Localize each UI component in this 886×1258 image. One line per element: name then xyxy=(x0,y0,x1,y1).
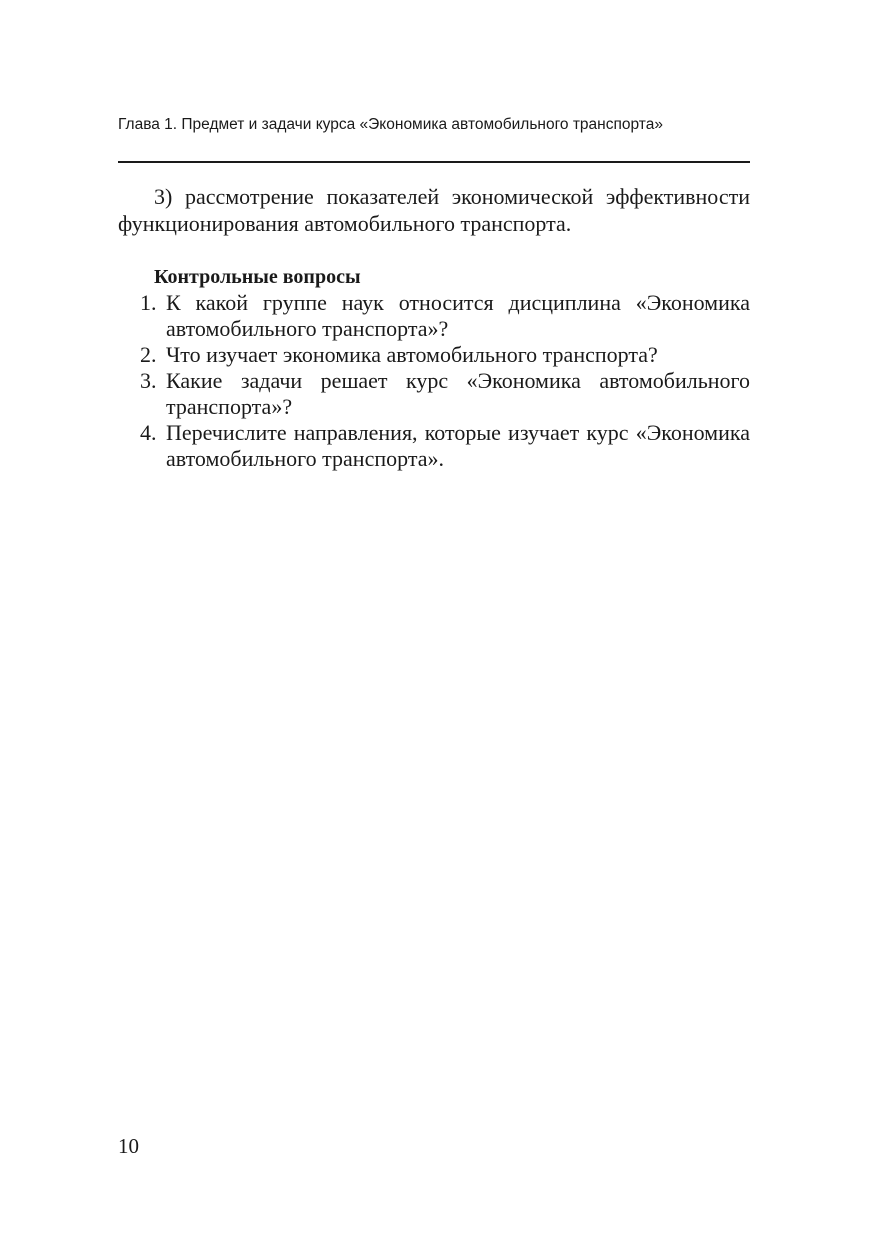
header-rule xyxy=(118,161,750,163)
body-text xyxy=(118,183,750,237)
question-text: Перечислите направления, которые изучает курс «Экономика автомобильного транспорта». xyxy=(166,420,750,471)
question-item xyxy=(118,290,750,342)
question-item xyxy=(118,342,750,368)
question-text: Что изучает экономика автомобильного транспорта? xyxy=(166,342,658,367)
question-number: 2. xyxy=(140,342,157,367)
question-item xyxy=(118,368,750,420)
page-number: 10 xyxy=(118,1134,139,1158)
question-text: К какой группе наук относится дисциплина «Экономика автомобильного транспорта»? xyxy=(166,290,750,341)
questions-list xyxy=(118,290,750,472)
question-item xyxy=(118,420,750,472)
question-text: Какие задачи решает курс «Экономика автомобильного транспорта»? xyxy=(166,368,750,419)
question-number: 4. xyxy=(140,420,157,445)
question-number: 3. xyxy=(140,368,157,393)
question-number: 1. xyxy=(140,290,157,315)
section-heading: Контрольные вопросы xyxy=(154,266,361,288)
book-page xyxy=(118,0,750,1258)
running-head: Глава 1. Предмет и задачи курса «Экономика автомобильного транспорта» xyxy=(118,116,663,133)
body-paragraph: 3) рассмотрение показателей экономической эффективности функционирования автомобильного транспорта. xyxy=(118,184,750,236)
